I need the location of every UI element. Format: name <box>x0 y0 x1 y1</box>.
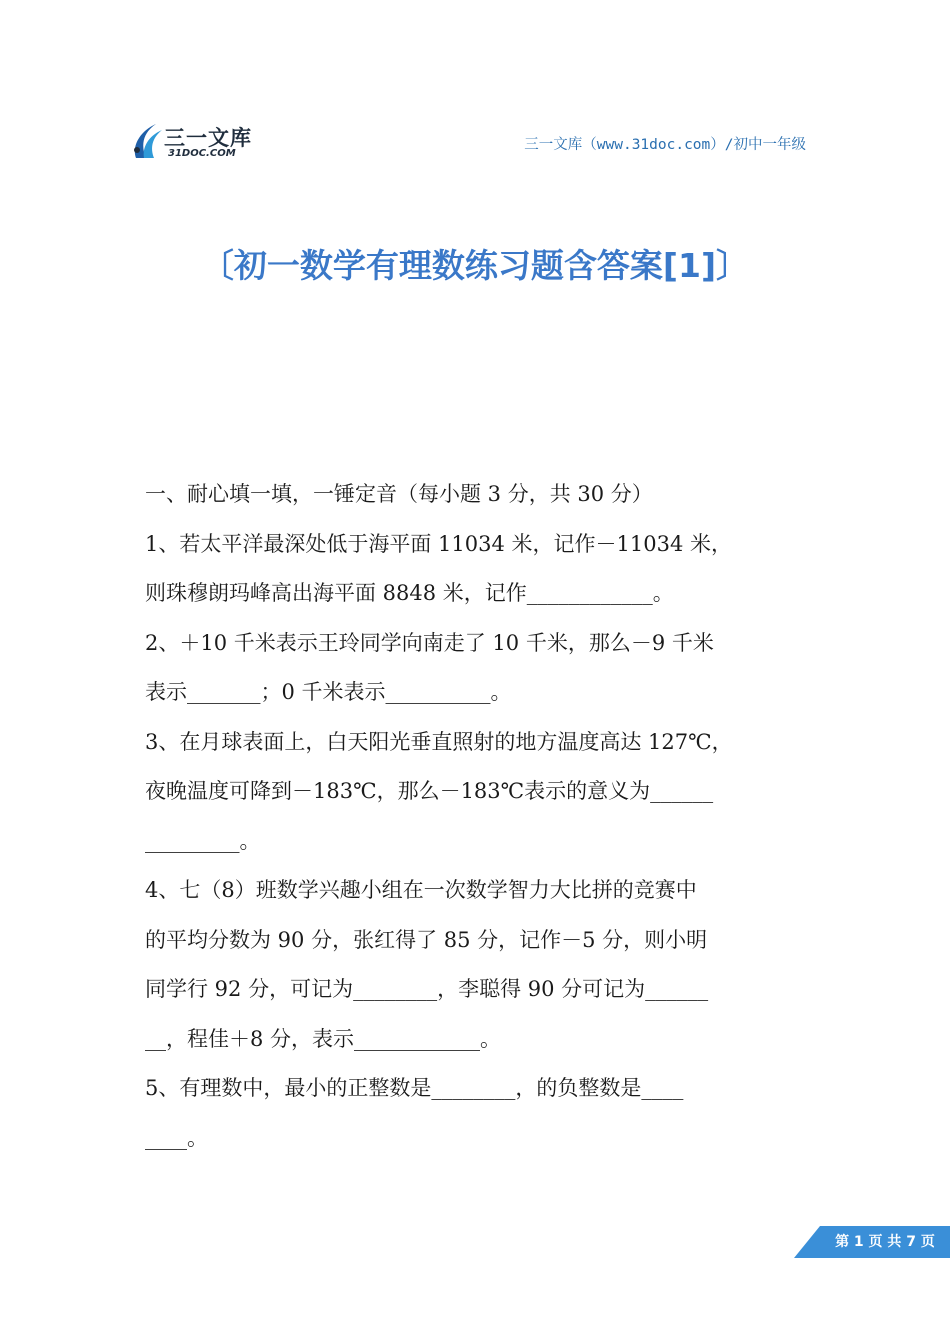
logo-text: 三一文库 <box>164 126 252 150</box>
text-line: 夜晚温度可降到－183℃，那么－183℃表示的意义为______ <box>145 779 714 803</box>
text-line: 5、有理数中，最小的正整数是________，的负整数是____ <box>145 1076 684 1100</box>
site-logo <box>130 118 260 168</box>
text-line: 1、若太平洋最深处低于海平面 11034 米，记作－11034 米， <box>145 531 732 556</box>
document-body <box>145 470 810 1163</box>
header-breadcrumb: 三一文库（www.31doc.com）/初中一年级 <box>524 137 806 153</box>
text-line: 的平均分数为 90 分，张红得了 85 分，记作－5 分，则小明 <box>145 927 708 952</box>
text-line: __，程佳＋8 分，表示____________。 <box>145 1026 502 1051</box>
text-line: _________。 <box>145 828 261 853</box>
text-line: 则珠穆朗玛峰高出海平面 8848 米，记作____________。 <box>145 581 674 605</box>
text-line: 同学行 92 分，可记为________，李聪得 90 分可记为______ <box>145 977 709 1001</box>
logo-domain-text: 31DOC.COM <box>168 148 236 159</box>
page-number-text: 第 1 页 共 7 页 <box>835 1234 935 1250</box>
section-heading: 一、耐心填一填，一锤定音（每小题 3 分，共 30 分） <box>145 482 653 506</box>
page-number-badge <box>794 1226 950 1258</box>
document-title: 〔初一数学有理数练习题含答案[1]〕 <box>200 246 750 285</box>
text-line: ____。 <box>145 1125 208 1150</box>
text-line: 4、七（8）班数学兴趣小组在一次数学智力大比拼的竞赛中 <box>145 878 697 902</box>
text-line: 2、＋10 千米表示王玲同学向南走了 10 千米，那么－9 千米 <box>145 630 714 655</box>
text-line: 3、在月球表面上，白天阳光垂直照射的地方温度高达 127℃， <box>145 729 733 754</box>
text-line: 表示_______；0 千米表示__________。 <box>145 680 512 704</box>
